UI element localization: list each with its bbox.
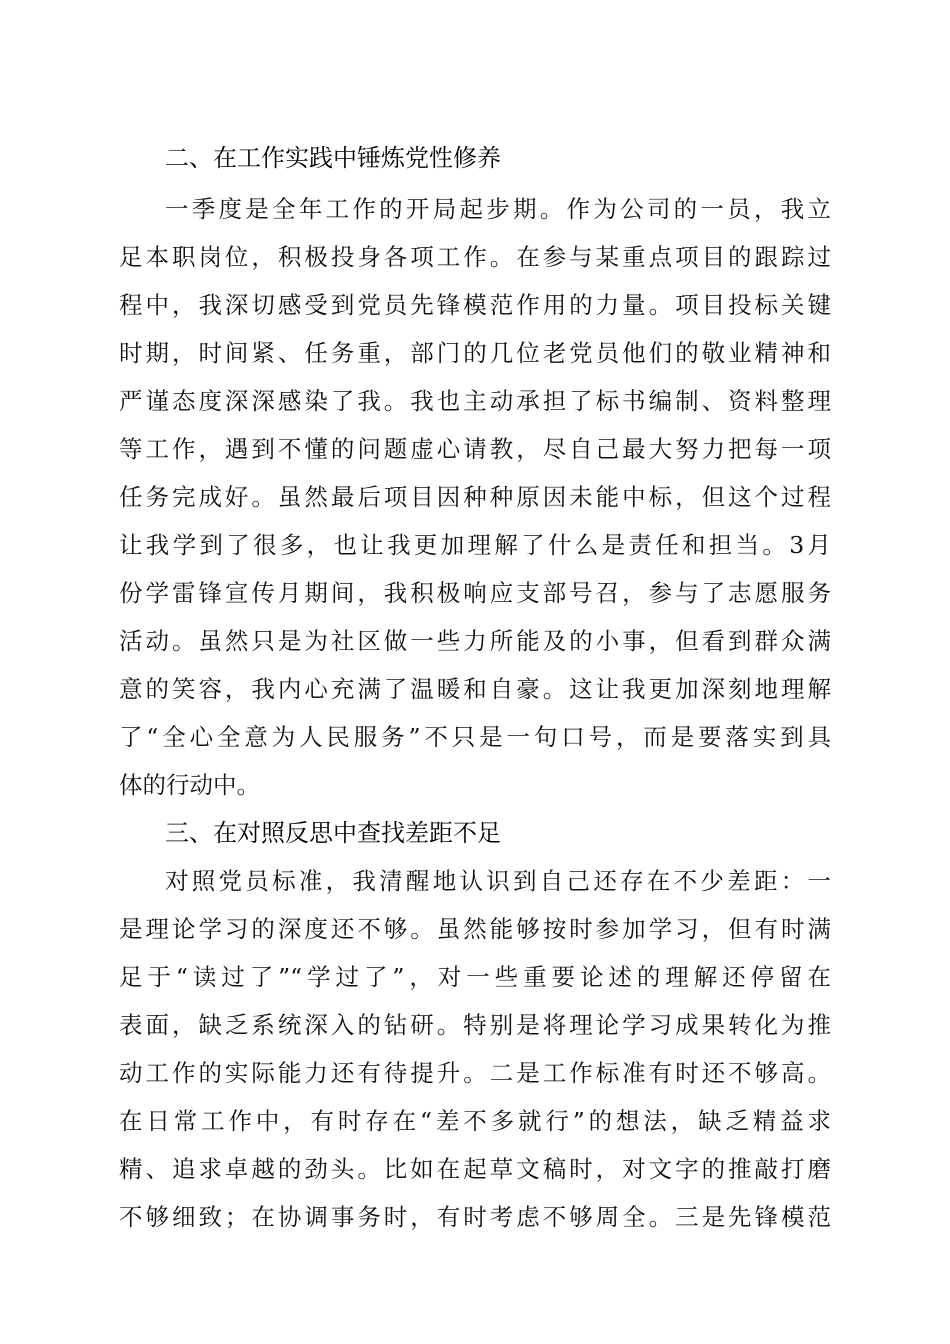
paragraph-line: 对照党员标准，我清醒地认识到自己还存在不少差距：一 — [165, 867, 831, 895]
paragraph-line: 程中，我深切感受到党员先锋模范作用的力量。项目投标关键 — [119, 291, 831, 319]
paragraph-line: 等工作，遇到不懂的问题虚心请教，尽自己最大努力把每一项 — [119, 435, 831, 463]
paragraph-line: 足于“读过了”“学过了”，对一些重要论述的理解还停留在 — [119, 963, 831, 991]
paragraph-line: 足本职岗位，积极投身各项工作。在参与某重点项目的跟踪过 — [119, 243, 831, 271]
paragraph-line: 是理论学习的深度还不够。虽然能够按时参加学习，但有时满 — [119, 915, 831, 943]
paragraph-line: 份学雷锋宣传月期间，我积极响应支部号召，参与了志愿服务 — [119, 579, 831, 607]
paragraph-line: 动工作的实际能力还有待提升。二是工作标准有时还不够高。 — [119, 1059, 831, 1087]
paragraph-line: 时期，时间紧、任务重，部门的几位老党员他们的敬业精神和 — [119, 339, 831, 367]
section-heading-3: 三、在对照反思中查找差距不足 — [165, 819, 501, 847]
paragraph-line: 表面，缺乏系统深入的钻研。特别是将理论学习成果转化为推 — [119, 1011, 831, 1039]
paragraph-line: 了“全心全意为人民服务”不只是一句口号，而是要落实到具 — [119, 723, 831, 751]
paragraph-line: 严谨态度深深感染了我。我也主动承担了标书编制、资料整理 — [119, 387, 831, 415]
paragraph-line: 精、追求卓越的劲头。比如在起草文稿时，对文字的推敲打磨 — [119, 1155, 831, 1183]
paragraph-line: 意的笑容，我内心充满了温暖和自豪。这让我更加深刻地理解 — [119, 675, 831, 703]
section-heading-2: 二、在工作实践中锤炼党性修养 — [165, 144, 501, 172]
paragraph-line: 活动。虽然只是为社区做一些力所能及的小事，但看到群众满 — [119, 627, 831, 655]
paragraph-line: 任务完成好。虽然最后项目因种种原因未能中标，但这个过程 — [119, 483, 831, 511]
paragraph-line: 体的行动中。 — [119, 771, 260, 799]
paragraph-line: 一季度是全年工作的开局起步期。作为公司的一员，我立 — [165, 195, 831, 223]
paragraph-line: 让我学到了很多，也让我更加理解了什么是责任和担当。3月 — [119, 531, 831, 559]
paragraph-line: 不够细致；在协调事务时，有时考虑不够周全。三是先锋模范 — [119, 1203, 831, 1231]
paragraph-line: 在日常工作中，有时存在“差不多就行”的想法，缺乏精益求 — [119, 1107, 831, 1135]
